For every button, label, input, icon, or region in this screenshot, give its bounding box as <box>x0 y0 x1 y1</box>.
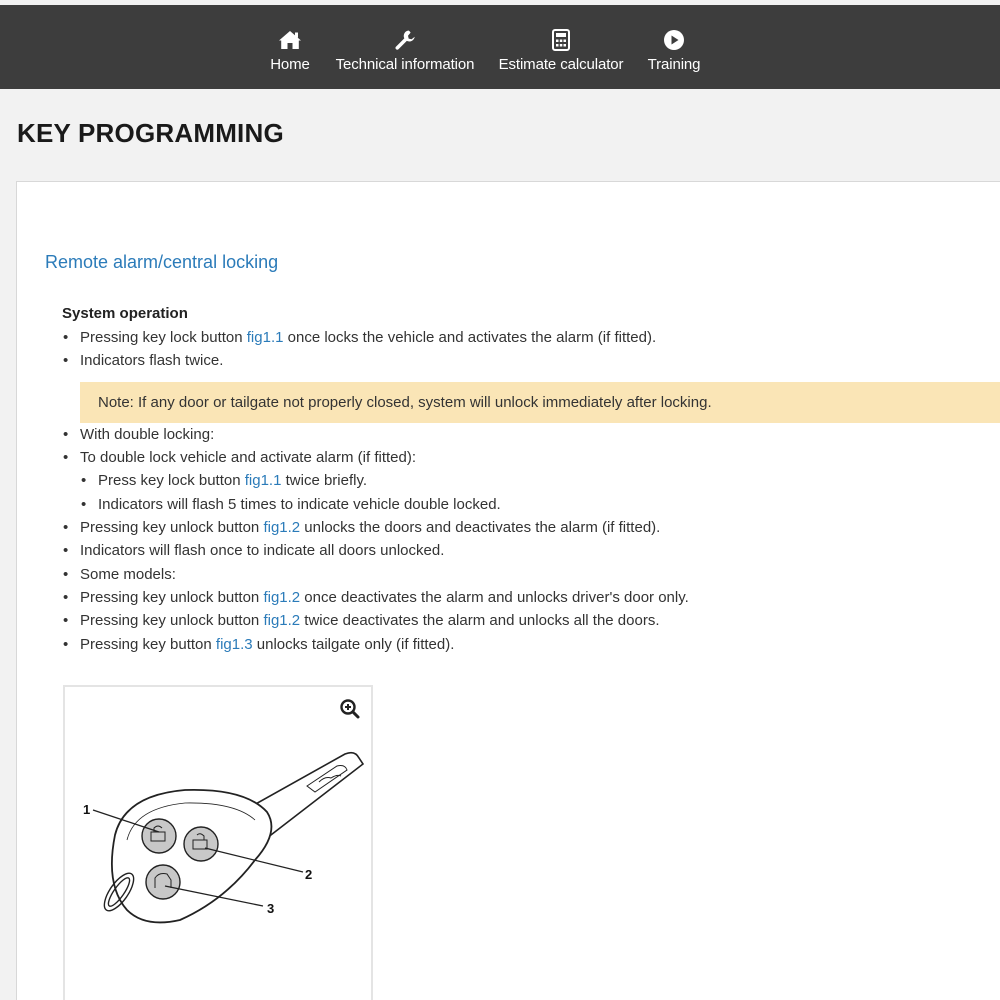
nav-technical-information[interactable] <box>334 5 476 89</box>
fig-link-1-2[interactable]: fig1.2 <box>263 519 301 536</box>
list-item: • With double locking: <box>80 426 214 444</box>
button-unlock <box>184 827 218 861</box>
list-item: • Pressing key unlock button fig1.2 once deactivates the alarm and unlocks driver's door only. <box>80 589 689 607</box>
nav-technical-information-label: Technical information <box>335 56 475 73</box>
fig-link-1-1[interactable]: fig1.1 <box>246 329 284 346</box>
nav-training[interactable] <box>646 5 702 89</box>
sub-list-item: • Press key lock button fig1.1 twice briefly. <box>98 472 367 490</box>
callout-1: 1 <box>83 802 91 817</box>
list-item: • Pressing key unlock button fig1.2 unlocks the doors and deactivates the alarm (if fitted). <box>80 519 660 537</box>
button-lock <box>142 819 176 853</box>
note-box: Note: If any door or tailgate not properly closed, system will unlock immediately after locking. <box>80 382 1000 423</box>
calculator-icon <box>552 28 570 52</box>
sub-list-item: • Indicators will flash 5 times to indicate vehicle double locked. <box>98 496 501 514</box>
fig-link-1-2[interactable]: fig1.2 <box>263 589 301 606</box>
fig-link-1-2[interactable]: fig1.2 <box>263 612 301 629</box>
fig-link-1-3[interactable]: fig1.3 <box>215 636 253 653</box>
top-navigation <box>0 5 1000 89</box>
list-item: • Pressing key button fig1.3 unlocks tailgate only (if fitted). <box>80 636 454 654</box>
section-link-remote-alarm[interactable]: Remote alarm/central locking <box>45 252 279 272</box>
list-item: • Indicators flash twice. <box>80 352 223 370</box>
fig-link-1-1[interactable]: fig1.1 <box>244 472 282 489</box>
callout-3: 3 <box>267 901 275 916</box>
list-item: • Indicators will flash once to indicate all doors unlocked. <box>80 542 444 560</box>
wrench-icon <box>394 28 416 52</box>
play-icon <box>663 28 685 52</box>
nav-home[interactable] <box>266 5 314 89</box>
home-icon <box>278 28 302 52</box>
nav-home-label: Home <box>270 56 310 73</box>
callout-2: 2 <box>305 867 313 882</box>
nav-estimate-calculator-label: Estimate calculator <box>498 56 624 73</box>
nav-estimate-calculator[interactable] <box>497 5 625 89</box>
system-operation-heading: System operation <box>62 305 188 322</box>
list-item: • Pressing key lock button fig1.1 once locks the vehicle and activates the alarm (if fitted). <box>80 329 656 347</box>
zoom-in-icon[interactable] <box>338 697 362 721</box>
list-item: • To double lock vehicle and activate alarm (if fitted): <box>80 449 416 467</box>
key-fob-illustration <box>75 740 370 940</box>
page-title: KEY PROGRAMMING <box>17 118 284 148</box>
button-tailgate <box>146 865 180 899</box>
list-item: • Pressing key unlock button fig1.2 twice deactivates the alarm and unlocks all the doors. <box>80 612 660 630</box>
nav-training-label: Training <box>647 56 701 73</box>
list-item: • Some models: <box>80 566 176 584</box>
